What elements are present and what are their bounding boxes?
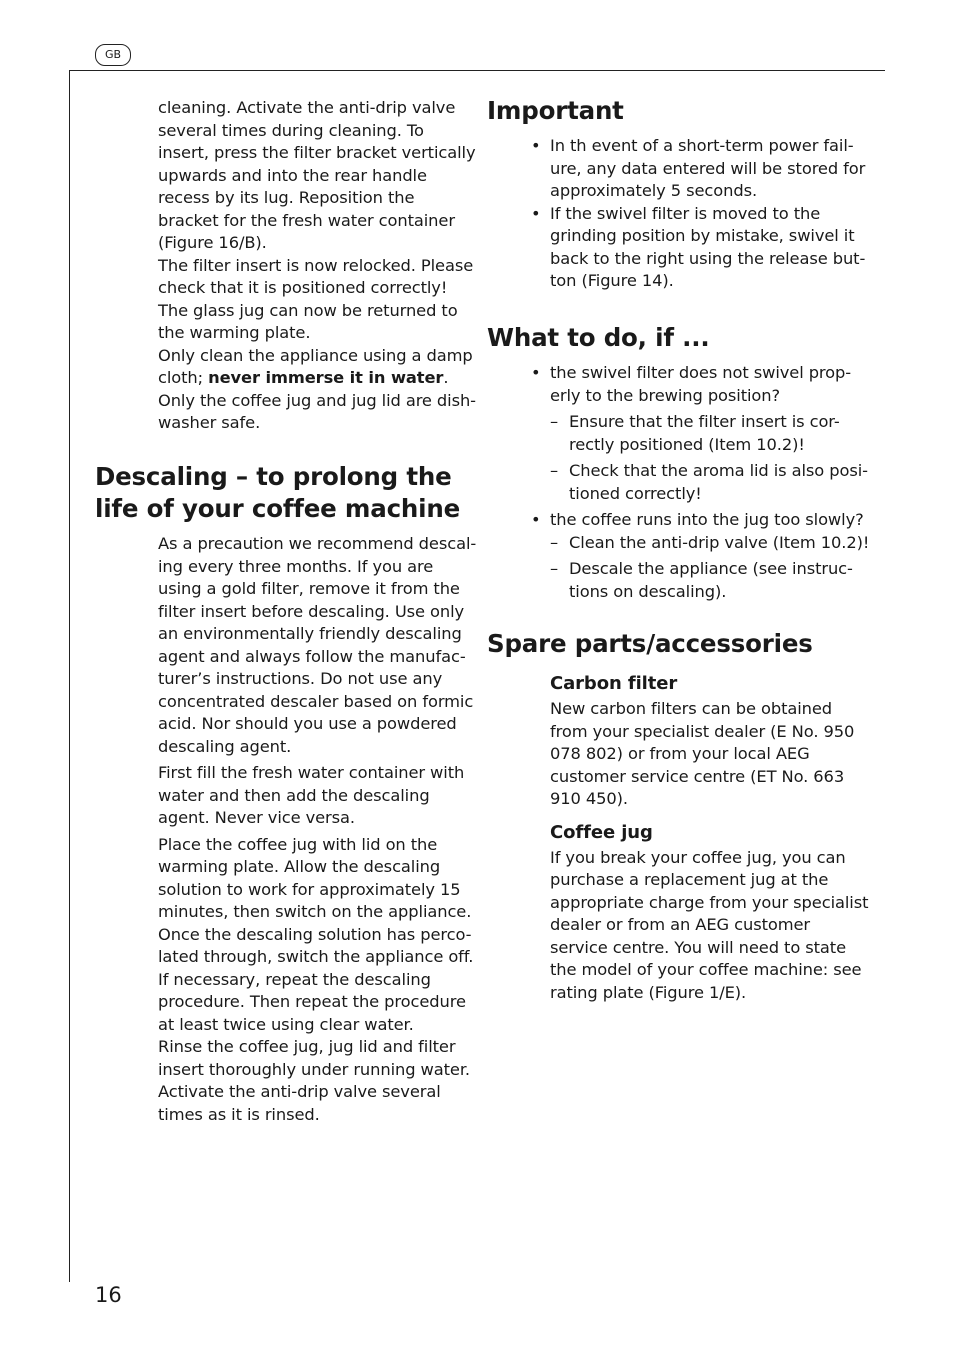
left-rule [69, 70, 70, 1282]
troubleshooting-item: • the coffee runs into the jug too slowly? – Clean the anti-drip valve (Item 10.2)! – Descale the appliance (see instruc-tions on descaling). [531, 509, 871, 603]
cleaning-paragraph-4: Only clean the appliance using a damp cloth; never immerse it in water. Only the coffee jug and jug lid are dish-washer safe. [158, 345, 476, 432]
coffee-jug-text: If you break your coffee jug, you can purchase a replacement jug at the appropriate charge from your specialist dealer or from an AEG customer service centre. You will need to state the model of your coffee machine: see rating plate (Figure 1/E). [550, 847, 869, 1002]
page-number: 16 [95, 1283, 122, 1307]
important-item: • In th event of a short-term power fail-ure, any data entered will be stored for approximately 5 seconds. [531, 135, 871, 203]
important-section [531, 135, 871, 293]
spare-parts-heading: Spare parts/accessories [487, 629, 813, 658]
troubleshooting-step: – Clean the anti-drip valve (Item 10.2)! [550, 532, 871, 555]
troubleshooting-item: • the swivel filter does not swivel prop-erly to the brewing position? – Ensure that the filter insert is cor-rectly positioned (Item 10.2)! – Check that the aroma lid is also posi-tioned correctly! [531, 362, 871, 505]
descaling-paragraph-1: As a precaution we recommend descal-ing every three months. If you are using a gold filter, remove it from the filter insert before descaling. Use only an environmentally friendly descaling agent and always follow the manufac-turer’s instructions. Do not use any concentrated descaler based on formic acid. Nor should you use a powdered descaling agent. [158, 534, 477, 756]
descaling-paragraph-2: First fill the fresh water container with water and then add the descaling agent. Never vice versa. [158, 763, 465, 827]
descaling-paragraph-3: Place the coffee jug with lid on the warming plate. Allow the descaling solution to work for approximately 15 minutes, then switch on the appliance. Once the descaling solution has perco-lated through, switch the appliance off. If necessary, repeat the descaling procedure. Then repeat the procedure at least twice using clear water. [158, 834, 474, 1034]
warning-emphasis: never immerse it in water [208, 368, 444, 387]
what-to-do-heading: What to do, if ... [487, 323, 710, 352]
troubleshooting-step: – Check that the aroma lid is also posi-tioned correctly! [550, 460, 871, 505]
language-badge: GB [95, 44, 131, 66]
spare-parts-section [550, 672, 870, 1004]
cleaning-paragraph-3: The glass jug can now be returned to the warming plate. [158, 300, 458, 342]
cleaning-paragraph-1: cleaning. Activate the anti-drip valve several times during cleaning. To insert, press the filter bracket vertically upwards and into the rear handle recess by its lug. Reposition the bracket for the fresh water container (Figure 16/B). [158, 98, 476, 252]
top-rule [69, 70, 885, 71]
coffee-jug-heading: Coffee jug [550, 821, 653, 843]
troubleshooting-step: – Ensure that the filter insert is cor-rectly positioned (Item 10.2)! [550, 411, 871, 456]
descaling-heading: Descaling – to prolong the life of your coffee machine [95, 462, 460, 523]
descaling-paragraph-4: Rinse the coffee jug, jug lid and filter insert thoroughly under running water. Activate the anti-drip valve several times as it is rinsed. [158, 1037, 470, 1124]
carbon-filter-text: New carbon filters can be obtained from your specialist dealer (E No. 950 078 802) or from your local AEG customer service centre (ET No. 663 910 450). [550, 699, 855, 808]
carbon-filter-heading: Carbon filter [550, 673, 678, 694]
important-item: • If the swivel filter is moved to the grinding position by mistake, swivel it back to the right using the release but-ton (Figure 14). [531, 203, 871, 293]
troubleshooting-section [531, 362, 871, 603]
cleaning-continued [158, 97, 478, 435]
descaling-section [158, 533, 478, 1126]
troubleshooting-step: – Descale the appliance (see instruc-tions on descaling). [550, 558, 871, 603]
cleaning-paragraph-2: The filter insert is now relocked. Please check that it is positioned correctly! [158, 255, 474, 297]
important-heading: Important [487, 96, 624, 125]
